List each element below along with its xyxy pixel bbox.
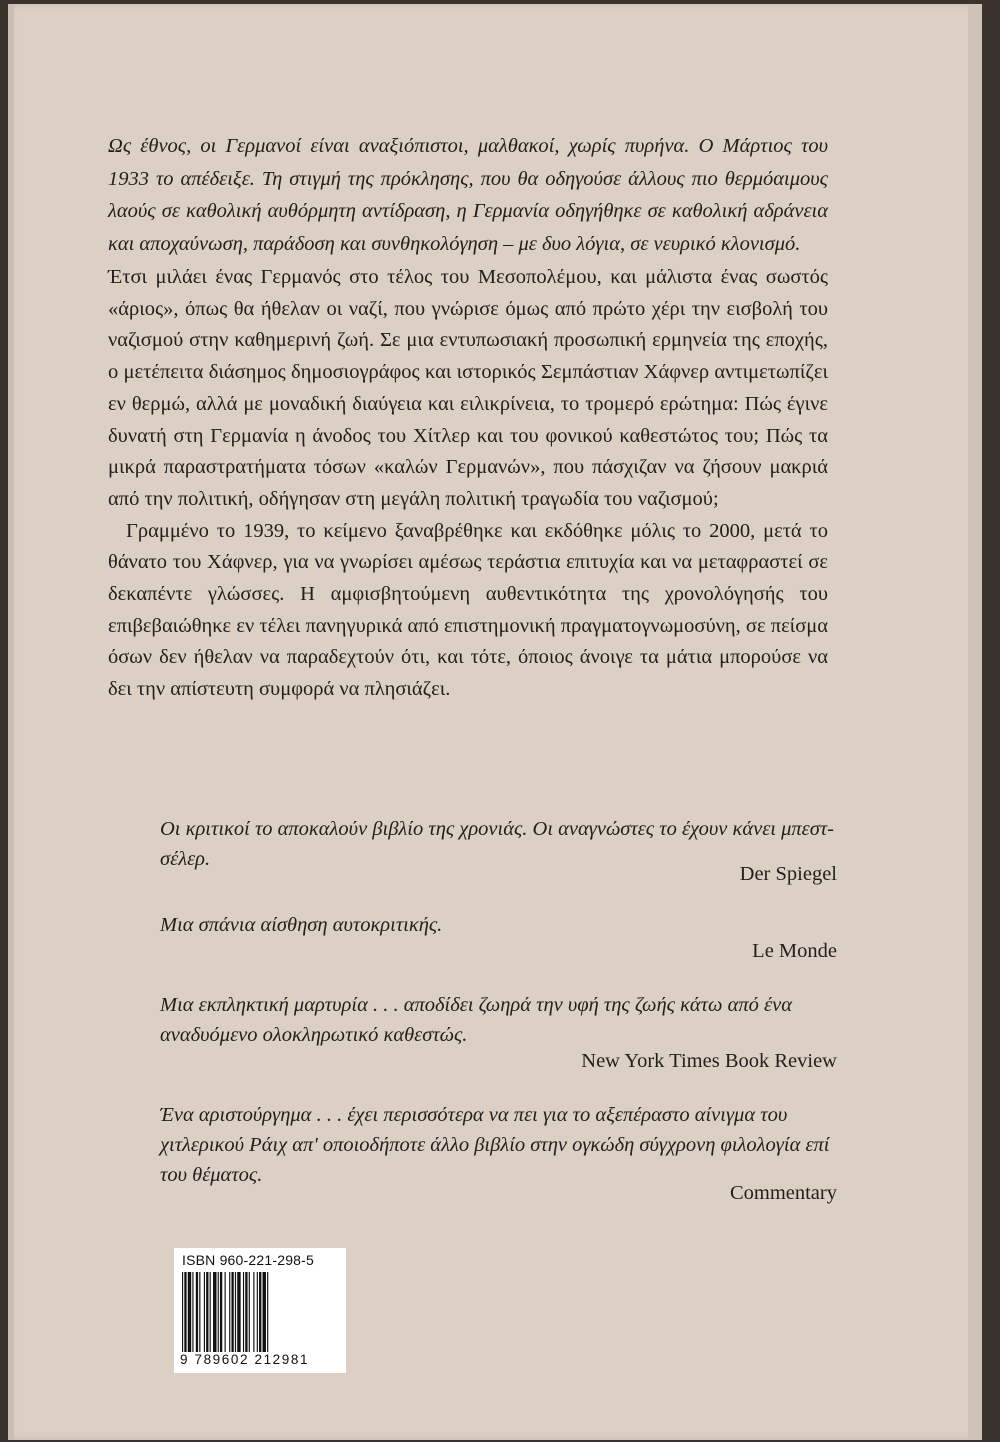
barcode-bar	[225, 1272, 226, 1352]
barcode-bar	[267, 1272, 268, 1352]
review-quote-3: Μια εκπληκτική μαρτυρία . . . αποδίδει ζωηρά την υφή της ζωής κάτω από ένα αναδυόμενο ολοκληρωτικό καθεστώς.	[160, 994, 792, 1046]
review-quote-1: Οι κριτικοί το αποκαλούν βιβλίο της χρονιάς. Οι αναγνώστες το έχουν κάνει μπεστ-σέλερ.	[160, 818, 835, 870]
barcode-bar	[210, 1272, 211, 1352]
barcode-bar	[243, 1272, 244, 1352]
isbn-barcode	[174, 1248, 346, 1373]
barcode-bar	[213, 1272, 216, 1352]
isbn-label: ISBN 960-221-298-5	[182, 1252, 315, 1268]
blurb-body	[108, 262, 828, 706]
cover-right-edge	[968, 4, 982, 1440]
barcode-bar	[235, 1272, 236, 1352]
barcode-bar	[196, 1272, 198, 1352]
barcode-bar	[229, 1272, 230, 1352]
barcode-bar	[220, 1272, 222, 1352]
barcode-bar	[245, 1272, 247, 1352]
barcode-bar	[188, 1272, 191, 1352]
barcode-bar	[192, 1272, 193, 1352]
barcode-bar	[259, 1272, 261, 1352]
review-source-3: New York Times Book Review	[581, 1050, 837, 1072]
barcode-bar	[249, 1272, 250, 1352]
barcode-bar	[257, 1272, 258, 1352]
cover-left-edge	[8, 4, 14, 1440]
barcode-bar	[206, 1272, 208, 1352]
barcode-bar	[218, 1272, 219, 1352]
barcode-bar	[237, 1272, 240, 1352]
barcode-bar	[231, 1272, 233, 1352]
review-source-2: Le Monde	[752, 940, 837, 962]
epigraph-text: Ως έθνος, οι Γερμανοί είναι αναξιόπιστοι, μαλθακοί, χωρίς πυρήνα. Ο Μάρτιος του 1933 το απέδειξε. Τη στιγμή της πρόκλησης, που θα οδηγούσε άλλους πιο θερμόαιμους λαούς σε καθολική αυθόρμητη αντίδραση, η Γερμανία οδηγήθηκε σε καθολική αδράνεια και αποχαύνωση, παράδοση και συνθηκολόγηση – με δυο λόγια, σε νευρικό κλονισμό.	[108, 135, 828, 255]
review-source-4: Commentary	[729, 1182, 837, 1204]
review-quote-4: Ένα αριστούργημα . . . έχει περισσότερα να πει για το αξεπέραστο αίνιγμα του χιτλερικού Ράιχ απ' οποιοδήποτε άλλο βιβλίο στην ογκώδη σύγχρονη φιλολογία επί του θέματος.	[160, 1104, 830, 1186]
review-quote-2: Μια σπάνια αίσθηση αυτοκριτικής.	[160, 914, 443, 936]
review-source-1: Der Spiegel	[739, 863, 837, 885]
barcode-bar	[184, 1272, 186, 1352]
barcode-bar	[199, 1272, 200, 1352]
barcode-number: 9 789602 212981	[180, 1352, 310, 1367]
barcode-bar	[204, 1272, 205, 1352]
barcode-bar	[263, 1272, 266, 1352]
blurb-paragraph-2: Γραμμένο το 1939, το κείμενο ξαναβρέθηκε και εκδόθηκε μόλις το 2000, μετά το θάνατο του Χάφνερ, για να γνωρίσει αμέσως τεράστια επιτυχία και να μεταφραστεί σε δεκαπέντε γλώσσες. Η αμφισβητούμενη αυθεντικότητα της χρονολόγησής του επιβεβαιώθηκε εν τέλει πανηγυρικά από επιστημονική πραγματογνωμοσύνη, σε πείσμα όσων δεν ήθελαν να παραδεχτούν ότι, και τότε, όποιος άνοιγε τα μάτια μπορούσε να δει την απίστευτη συμφορά να πλησιάζει.	[108, 519, 828, 701]
barcode-bars	[182, 1272, 340, 1352]
blurb-paragraph-1: Έτσι μιλάει ένας Γερμανός στο τέλος του Μεσοπολέμου, και μάλιστα ένας σωστός «άριος», όπως θα ήθελαν οι ναζί, που γνώρισε όμως από πρώτο χέρι την εισβολή του ναζισμού στην καθημερινή ζωή. Σε μια εντυπωσιακή προσωπική ερμηνεία της εποχής, ο μετέπειτα διάσημος δημοσιογράφος και ιστορικός Σεμπάστιαν Χάφνερ αντιμετωπίζει εν θερμώ, αλλά με μοναδική διαύγεια και ειλικρίνεια, το τρομερό ερώτημα: Πώς έγινε δυνατή στη Γερμανία η άνοδος του Χίτλερ και του φονικού καθεστώτος του; Πώς τα μικρά παραστρατήματα τόσων «καλών Γερμανών», που πάσχιζαν να ζήσουν μακριά από την πολιτική, οδήγησαν στη μεγάλη πολιτική τραγωδία του ναζισμού;	[108, 266, 828, 510]
barcode-bar	[182, 1272, 183, 1352]
barcode-bar	[253, 1272, 254, 1352]
